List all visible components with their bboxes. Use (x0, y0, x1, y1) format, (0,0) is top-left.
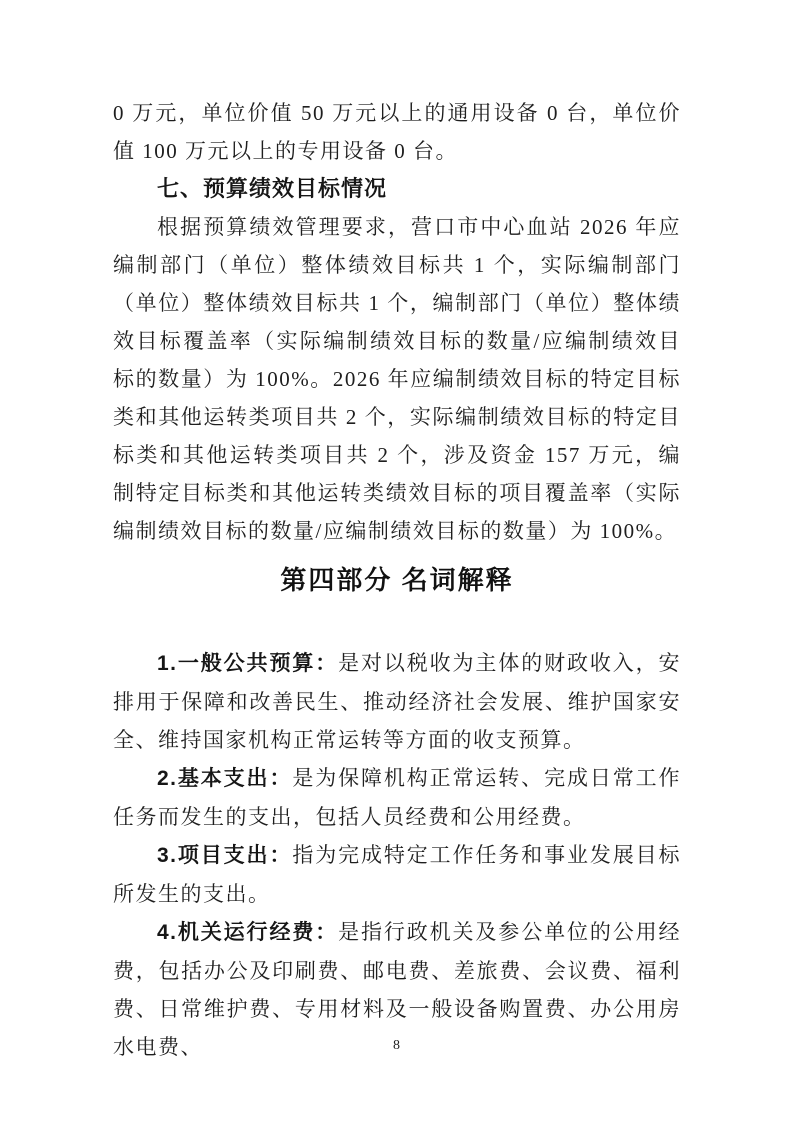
section-seven-body: 根据预算绩效管理要求，营口市中心血站 2026 年应编制部门（单位）整体绩效目标共 1 个，实际编制部门（单位）整体绩效目标共 1 个，编制部门（单位）整体绩效目标覆盖率（实际编制绩效目标的数量/应编制绩效目标的数量）为 100%。2026 年应编制绩效目标的特定目标类和其他运转类项目共 2 个，实际编制绩效目标的特定目标类和其他运转类项目共 2 个，涉及资金 157 万元，编制特定目标类和其他运转类绩效目标的项目覆盖率（实际编制绩效目标的数量/应编制绩效目标的数量）为 100%。 (113, 215, 681, 543)
term-definition: 是为保障机构正常运转、完成日常工作任务而发生的支出，包括人员经费和公用经费。 (113, 766, 681, 829)
term-item-basic-expenditure (113, 759, 681, 836)
term-item-general-public-budget (113, 644, 681, 759)
part-four-heading: 第四部分 名词解释 (280, 565, 514, 595)
term-definition: 指为完成特定工作任务和事业发展目标所发生的支出。 (113, 843, 681, 906)
term-definition: 是对以税收为主体的财政收入，安排用于保障和改善民生、推动经济社会发展、维护国家安全、维持国家机构正常运转等方面的收支预算。 (113, 651, 682, 752)
term-label: 1.一般公共预算： (157, 652, 339, 675)
term-label: 4.机关运行经费： (157, 921, 339, 944)
page-content (113, 94, 681, 1066)
section-seven-heading: 七、预算绩效目标情况 (157, 176, 388, 201)
continued-paragraph: 0 万元，单位价值 50 万元以上的通用设备 0 台，单位价值 100 万元以上的专用设备 0 台。 (113, 101, 681, 163)
page-number: 8 (393, 1038, 400, 1053)
term-label: 3.项目支出： (157, 844, 293, 867)
term-item-project-expenditure (113, 836, 681, 913)
term-label: 2.基本支出： (157, 767, 293, 790)
term-definition: 是指行政机关及参公单位的公用经费，包括办公及印刷费、邮电费、差旅费、会议费、福利费、日常维护费、专用材料及一般设备购置费、办公用房水电费、 (113, 920, 682, 1059)
